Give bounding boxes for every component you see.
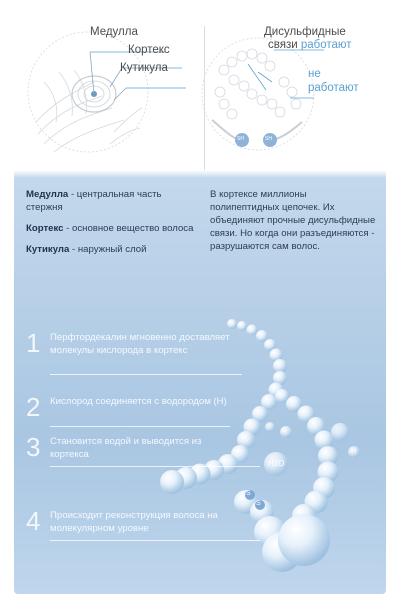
label-not: не bbox=[308, 68, 321, 80]
molecule-h2o-label: H2O bbox=[268, 459, 285, 468]
infographic-card bbox=[14, 12, 386, 594]
molecule-s-label-2: S bbox=[256, 500, 261, 507]
step-number: 3 bbox=[26, 432, 41, 462]
step-number: 2 bbox=[26, 392, 41, 422]
step-divider bbox=[50, 426, 230, 427]
desc-text-medulla: - центральная часть стержня bbox=[26, 189, 162, 213]
step-text: Перфтордекалин мгновенно доставляет молекулы кислорода в кортекс bbox=[50, 332, 230, 356]
molecule-illustration bbox=[14, 12, 386, 594]
desc-term-cortex: Кортекс bbox=[26, 223, 64, 234]
label-cuticle: Кутикула bbox=[120, 62, 168, 74]
step-number: 4 bbox=[26, 506, 41, 536]
label-medulla: Медулла bbox=[90, 26, 138, 38]
label-bonds-prefix: связи bbox=[268, 39, 301, 51]
step-divider bbox=[50, 540, 260, 541]
desc-text-cortex: - основное вещество волоса bbox=[63, 223, 194, 234]
desc-term-medulla: Медулла bbox=[26, 189, 69, 200]
step-divider bbox=[50, 466, 260, 467]
label-not-works: работают bbox=[308, 82, 359, 94]
step-text: Происходит реконструкция волоса на молекулярном уровне bbox=[50, 510, 218, 534]
molecule-s-label-1: S bbox=[246, 490, 251, 497]
label-cortex: Кортекс bbox=[128, 44, 170, 56]
label-disulfide: Дисульфидные bbox=[264, 26, 346, 38]
desc-term-cuticle: Кутикула bbox=[26, 244, 70, 255]
molecule-o-label: O bbox=[282, 428, 287, 434]
step-text: Становится водой и выводится из кортекса bbox=[50, 436, 202, 460]
sh-badge-left: SH bbox=[237, 136, 244, 142]
molecule-h-label: H bbox=[351, 448, 357, 455]
step-divider bbox=[50, 374, 242, 375]
right-description: В кортексе миллионы полипептидных цепочек. Их объединяют прочные дисульфидные связи. Но когда они разъединяются - разрушаются сам волос. bbox=[210, 189, 376, 252]
step-number: 1 bbox=[26, 328, 41, 358]
desc-text-cuticle: - наружный слой bbox=[69, 244, 147, 255]
sh-badge-right: SH bbox=[265, 136, 272, 142]
label-works-highlight: работают bbox=[300, 39, 352, 51]
step-text: Кислород соединяется с водородом (Н) bbox=[50, 396, 227, 407]
